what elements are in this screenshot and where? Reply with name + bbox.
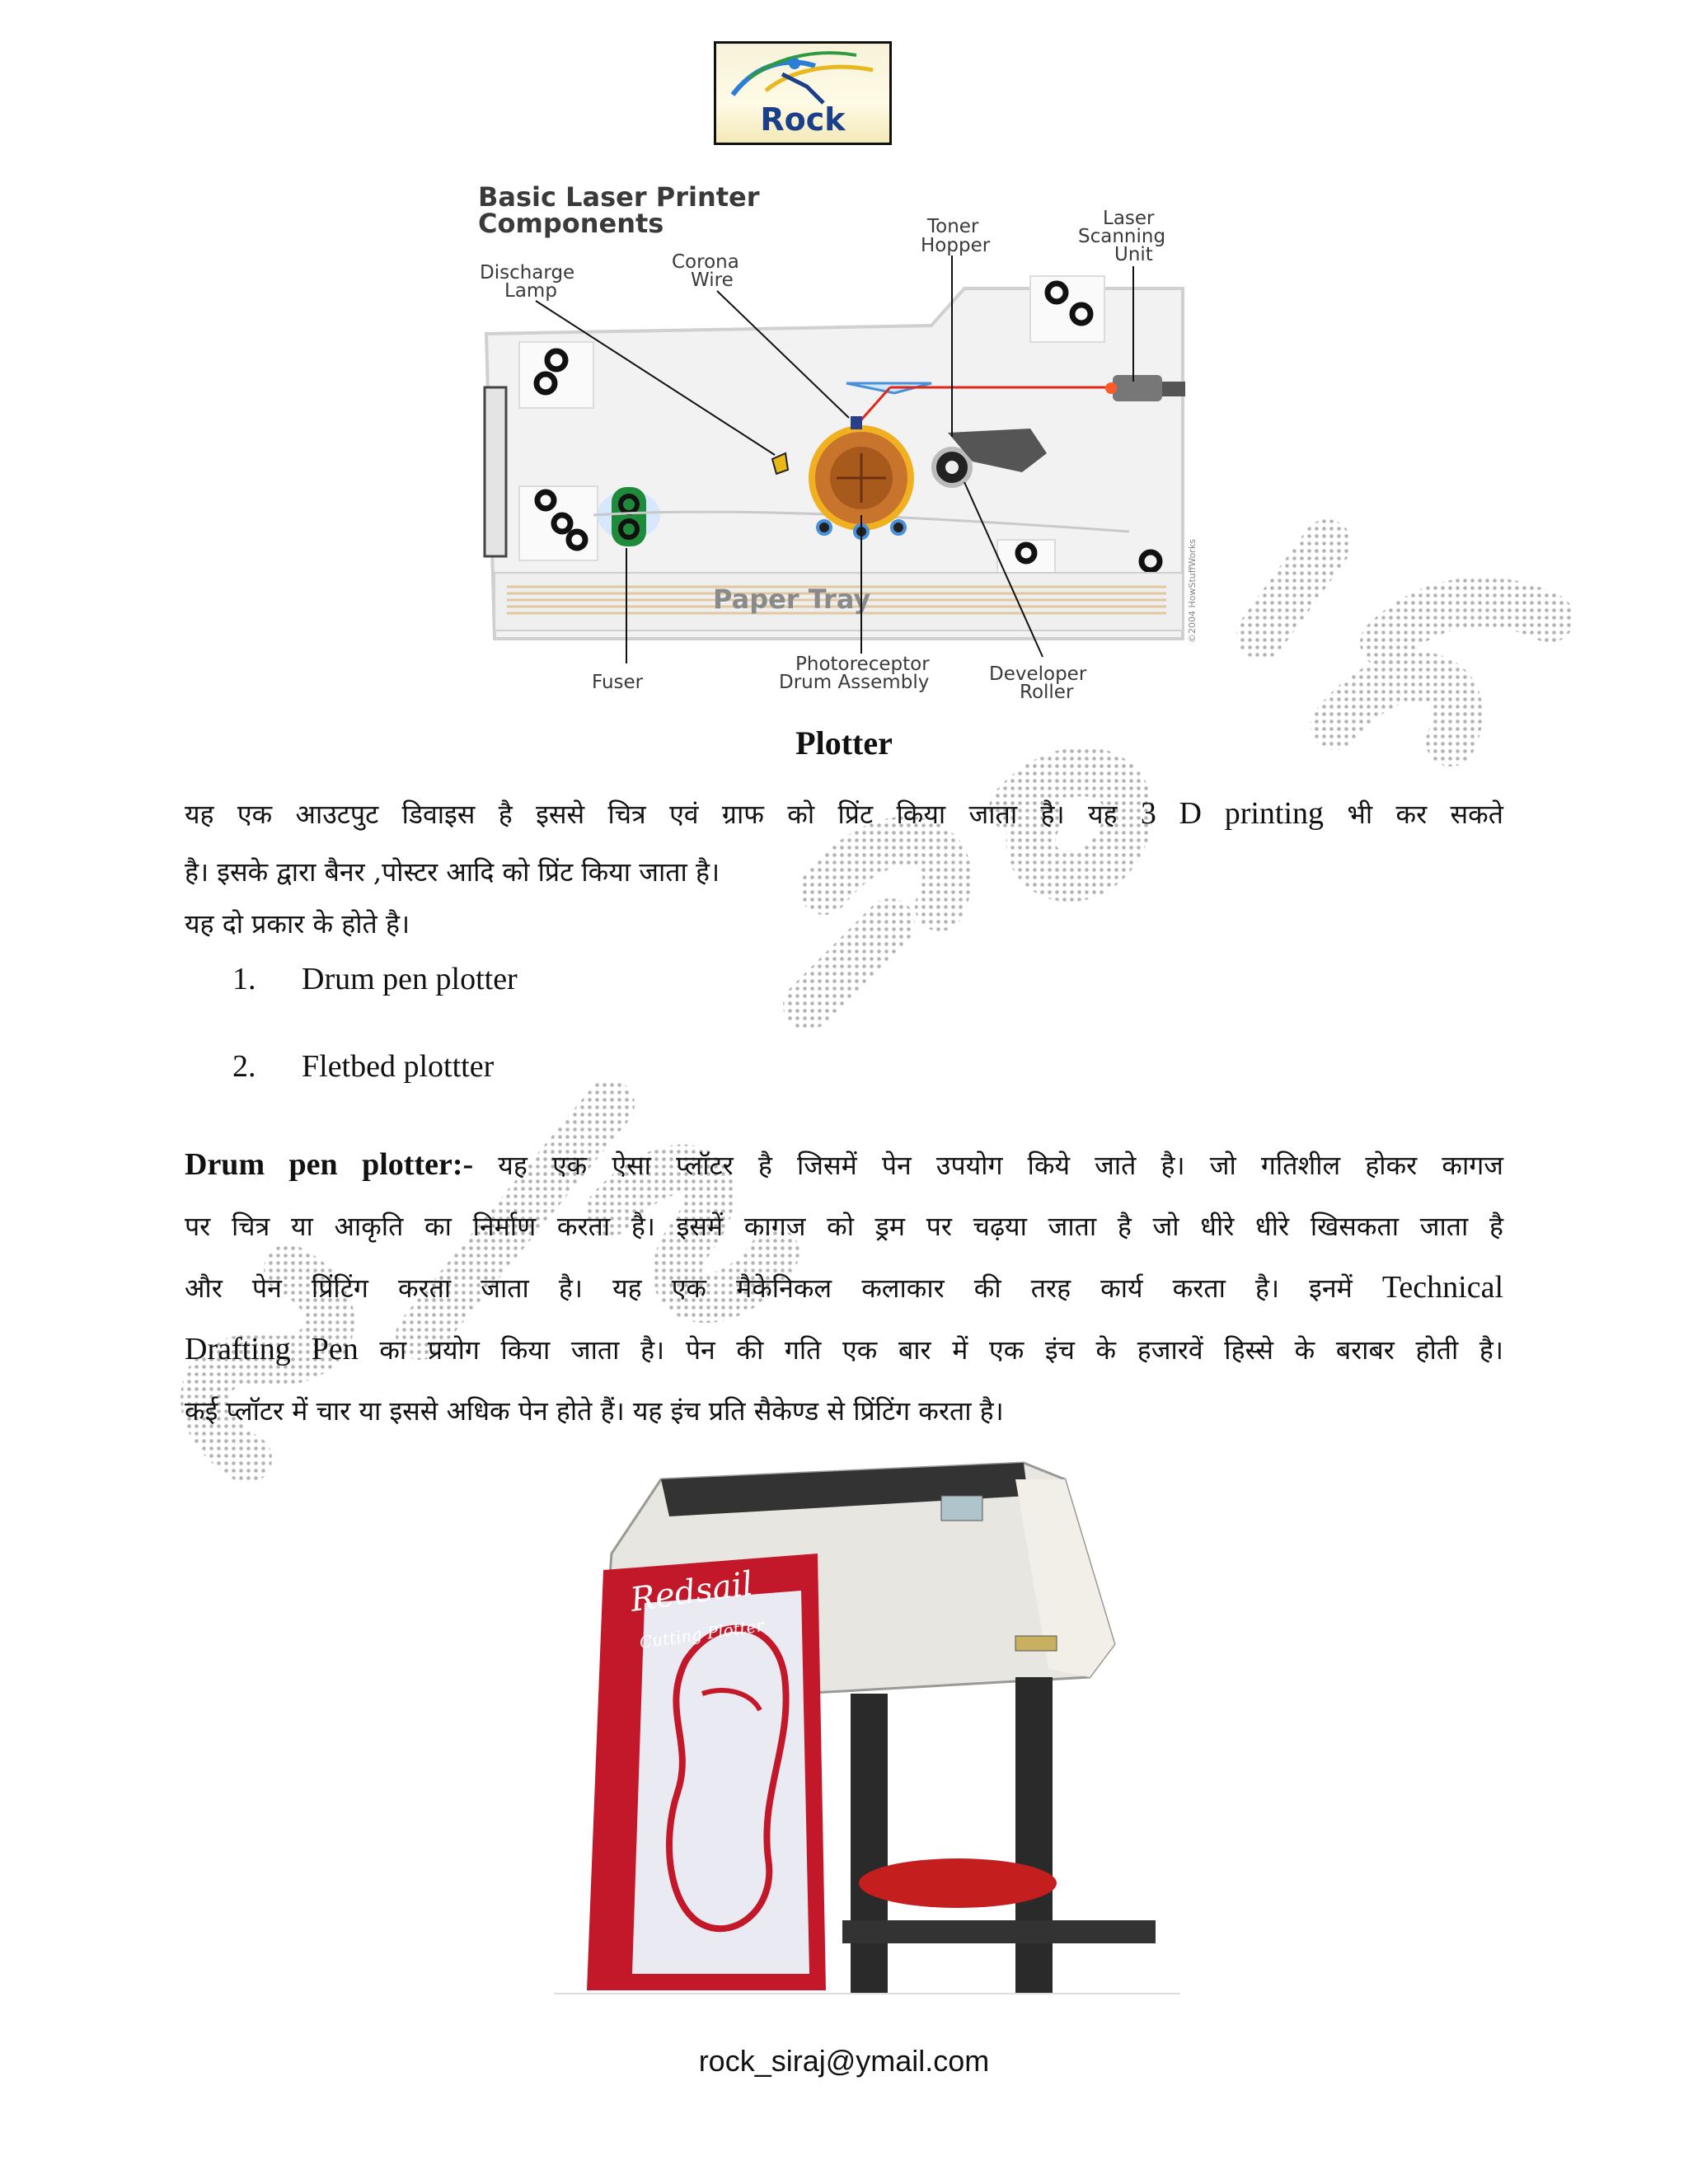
label-developer-roller-2: Roller xyxy=(1020,682,1074,703)
label-corona-wire: Corona xyxy=(672,251,739,273)
photo-brand: Redsail xyxy=(627,1564,756,1619)
intro-paragraph xyxy=(185,785,1503,901)
rock-logo xyxy=(714,41,892,145)
label-toner-hopper-2: Hopper xyxy=(921,235,991,256)
label-laser-unit-3: Unit xyxy=(1114,244,1153,265)
label-laser-unit-2: Scanning xyxy=(1078,226,1166,247)
label-fuser: Fuser xyxy=(592,672,644,693)
label-discharge-lamp: Discharge xyxy=(480,262,575,284)
label-paper-tray: Paper Tray xyxy=(713,583,871,615)
list-item: 2. Fletbed plottter xyxy=(232,1049,495,1084)
intro-line-2: है। इसके द्वारा बैनर ,पोस्टर आदि को प्रिंट किया जाता है। xyxy=(185,856,720,888)
drum-line-5: कई प्लॉटर में चार या इससे अधिक पेन होते हैं। यह इंच प्रति सैकेण्ड से प्रिंटिंग करता है। xyxy=(185,1395,1004,1427)
label-laser-unit: Laser xyxy=(1103,208,1155,229)
intro-line-1: यह एक आउटपुट डिवाइस है इससे चित्र एवं ग्राफ को प्रिंट किया जाता है। यह 3 D printing भी कर सकते xyxy=(185,796,1504,831)
drum-line-1: Drum pen plotter:- यह एक ऐसा प्लॉटर है जिसमें पेन उपयोग किये जाते है। जो गतिशील होकर कागज xyxy=(185,1147,1503,1182)
diagram-title-1: Basic Laser Printer xyxy=(478,181,760,213)
intro-line-3: यह दो प्रकार के होते है। xyxy=(185,908,410,940)
drum-line-3: और पेन प्रिंटिंग करता जाता है। यह एक मैकेनिकल कलाकार की तरह कार्य करता है। इनमें Technical xyxy=(185,1270,1503,1305)
drum-line-4: Drafting Pen का प्रयोग किया जाता है। पेन की गति एक बार में एक इंच के हजारवें हिस्से के बराबर होती है। xyxy=(185,1332,1504,1366)
photo-subtitle: Cutting Plotter xyxy=(638,1615,766,1652)
plotter-photo xyxy=(554,1446,1180,1994)
drum-term: Drum pen plotter xyxy=(185,1147,452,1182)
label-toner-hopper: Toner xyxy=(927,216,979,237)
diagram-title-2: Components xyxy=(478,208,664,239)
label-developer-roller: Developer xyxy=(989,663,1087,685)
drum-plotter-paragraph xyxy=(185,1134,1503,1441)
diagram-credit: ©2004 HowStuffWorks xyxy=(1187,539,1198,643)
label-drum-2: Drum Assembly xyxy=(779,672,930,693)
list-item: 1. Drum pen plotter xyxy=(232,962,518,996)
label-discharge-lamp-2: Lamp xyxy=(504,280,557,302)
laser-printer-diagram xyxy=(470,177,1212,705)
label-corona-wire-2: Wire xyxy=(691,269,734,291)
label-drum: Photoreceptor xyxy=(795,654,930,675)
drum-line-2: पर चित्र या आकृति का निर्माण करता है। इसमें कागज को ड्रम पर चढ़या जाता है जो धीरे धीरे खिसकता जाता है xyxy=(185,1211,1503,1242)
footer-email: rock_siraj@ymail.com xyxy=(698,2044,990,2078)
logo-text: Rock xyxy=(760,101,846,138)
section-heading: Plotter xyxy=(795,724,893,762)
